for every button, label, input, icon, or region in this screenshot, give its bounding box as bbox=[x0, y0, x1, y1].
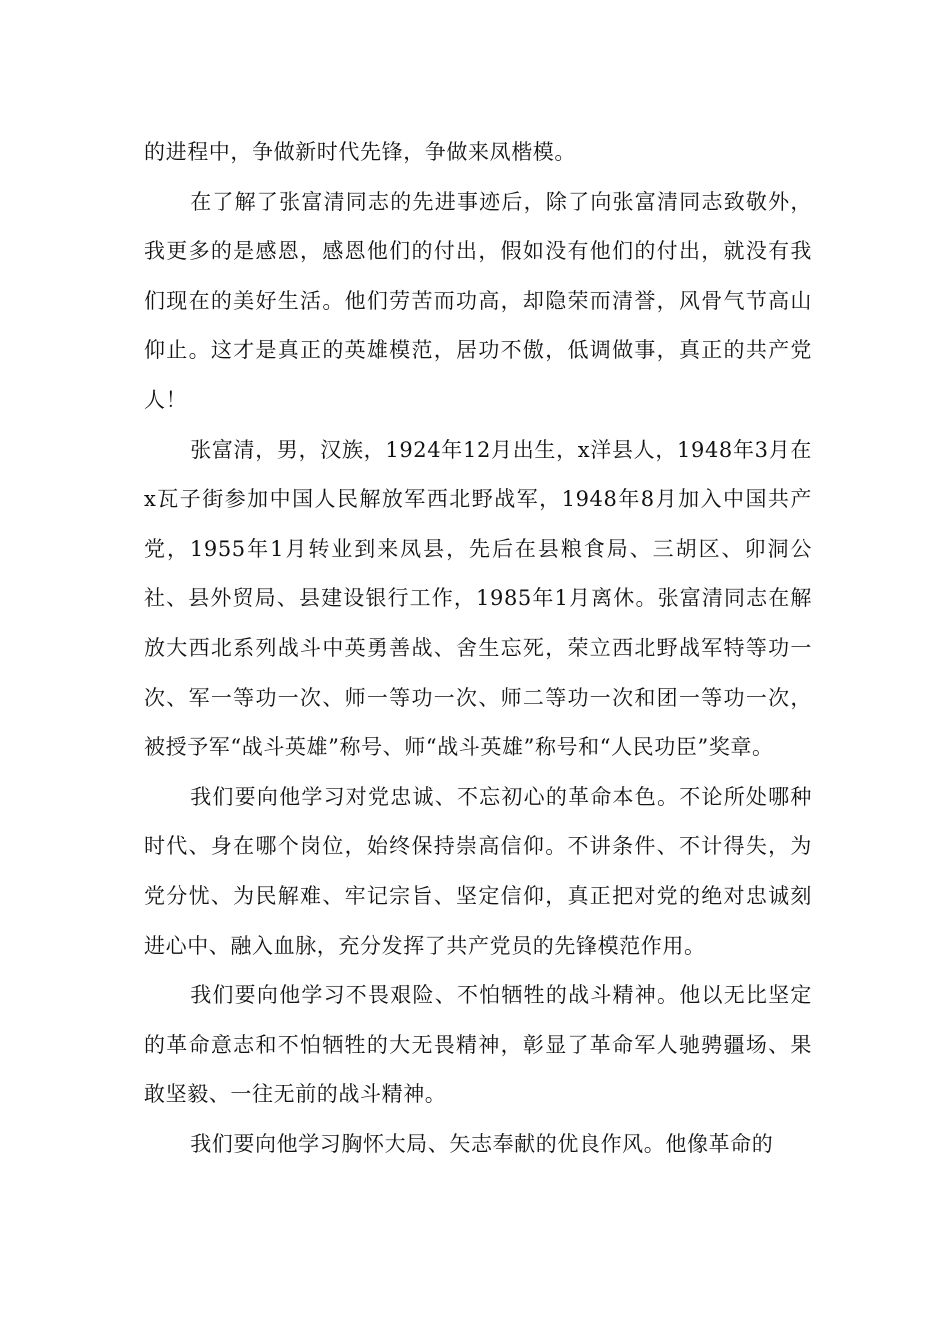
document-body bbox=[144, 128, 812, 1169]
paragraph-3: 张富清，男，汉族，1924年12月出生，x洋县人，1948年3月在x瓦子街参加中国人民解放军西北野战军，1948年8月加入中国共产党，1955年1月转业到来凤县，先后在县粮食局、三胡区、卯洞公社、县外贸局、县建设银行工作，1985年1月离休。张富清同志在解放大西北系列战斗中英勇善战、舍生忘死，荣立西北野战军特等功一次、军一等功一次、师一等功一次、师二等功一次和团一等功一次，被授予军“战斗英雄”称号、师“战斗英雄”称号和“人民功臣”奖章。 bbox=[144, 437, 812, 760]
paragraph-2: 在了解了张富清同志的先进事迹后，除了向张富清同志致敬外，我更多的是感恩，感恩他们的付出，假如没有他们的付出，就没有我们现在的美好生活。他们劳苦而功高，却隐荣而清誉，风骨气节高山仰止。这才是真正的英雄模范，居功不傲，低调做事，真正的共产党人！ bbox=[144, 189, 812, 412]
paragraph-5: 我们要向他学习不畏艰险、不怕牺牲的战斗精神。他以无比坚定的革命意志和不怕牺牲的大无畏精神，彰显了革命军人驰骋疆场、果敢坚毅、一往无前的战斗精神。 bbox=[144, 983, 812, 1107]
paragraph-1: 的进程中，争做新时代先锋，争做来凤楷模。 bbox=[144, 140, 576, 164]
paragraph-6: 我们要向他学习胸怀大局、矢志奉献的优良作风。他像革命的 bbox=[190, 1131, 774, 1156]
paragraph-4: 我们要向他学习对党忠诚、不忘初心的革命本色。不论所处哪种时代、身在哪个岗位，始终保持崇高信仰。不讲条件、不计得失，为党分忧、为民解难、牢记宗旨、坚定信仰，真正把对党的绝对忠诚刻进心中、融入血脉，充分发挥了共产党员的先锋模范作用。 bbox=[144, 784, 812, 958]
